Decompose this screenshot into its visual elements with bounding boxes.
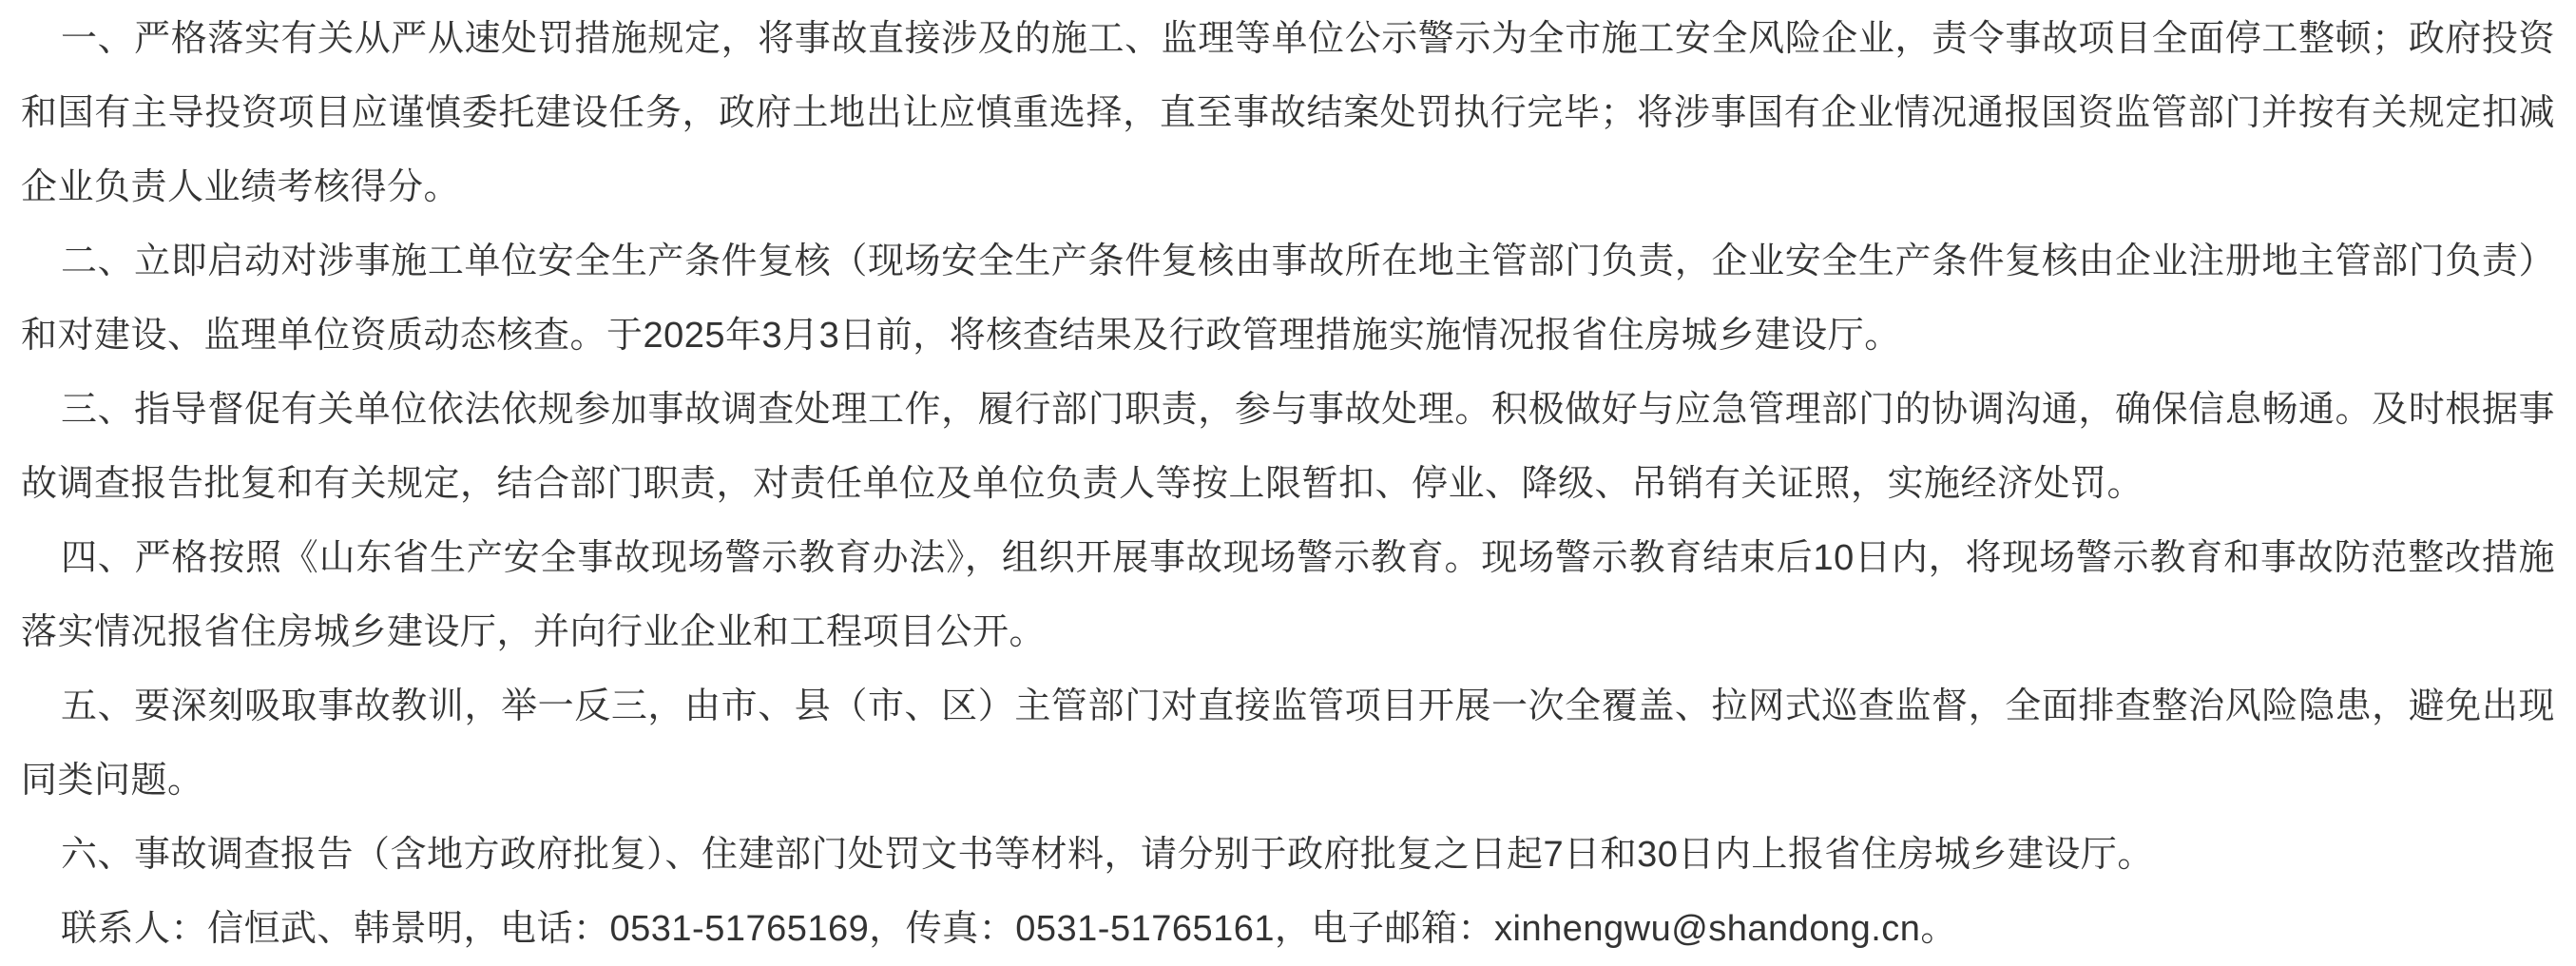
paragraph-item-3: 三、指导督促有关单位依法依规参加事故调查处理工作，履行部门职责，参与事故处理。积极做好与应急管理部门的协调沟通，确保信息畅通。及时根据事故调查报告批复和有关规定，结合部门职责，对责任单位及单位负责人等按上限暂扣、停业、降级、吊销有关证照，实施经济处罚。 — [21, 390, 2555, 504]
paragraph-item-1: 一、严格落实有关从严从速处罚措施规定，将事故直接涉及的施工、监理等单位公示警示为全市施工安全风险企业，责令事故项目全面停工整顿；政府投资和国有主导投资项目应谨慎委托建设任务，政府土地出让应慎重选择，直至事故结案处罚执行完毕；将涉事国有企业情况通报国资监管部门并按有关规定扣减企业负责人业绩考核得分。 — [21, 19, 2555, 207]
paragraph-item-4: 四、严格按照《山东省生产安全事故现场警示教育办法》，组织开展事故现场警示教育。现场警示教育结束后10日内，将现场警示教育和事故防范整改措施落实情况报省住房城乡建设厅，并向行业企业和工程项目公开。 — [21, 538, 2555, 652]
paragraph-item-2: 二、立即启动对涉事施工单位安全生产条件复核（现场安全生产条件复核由事故所在地主管部门负责，企业安全生产条件复核由企业注册地主管部门负责）和对建设、监理单位资质动态核查。于2025年3月3日前，将核查结果及行政管理措施实施情况报省住房城乡建设厅。 — [21, 242, 2555, 356]
contact-info-line: 联系人：信恒武、韩景明，电话：0531-51765169，传真：0531-51765161，电子邮箱：xinhengwu@shandong.cn。 — [61, 909, 1957, 949]
paragraph-item-5: 五、要深刻吸取事故教训，举一反三，由市、县（市、区）主管部门对直接监管项目开展一次全覆盖、拉网式巡查监督，全面排查整治风险隐患，避免出现同类问题。 — [21, 686, 2555, 801]
paragraph-item-6: 六、事故调查报告（含地方政府批复）、住建部门处罚文书等材料，请分别于政府批复之日起7日和30日内上报省住房城乡建设厅。 — [61, 835, 2154, 875]
